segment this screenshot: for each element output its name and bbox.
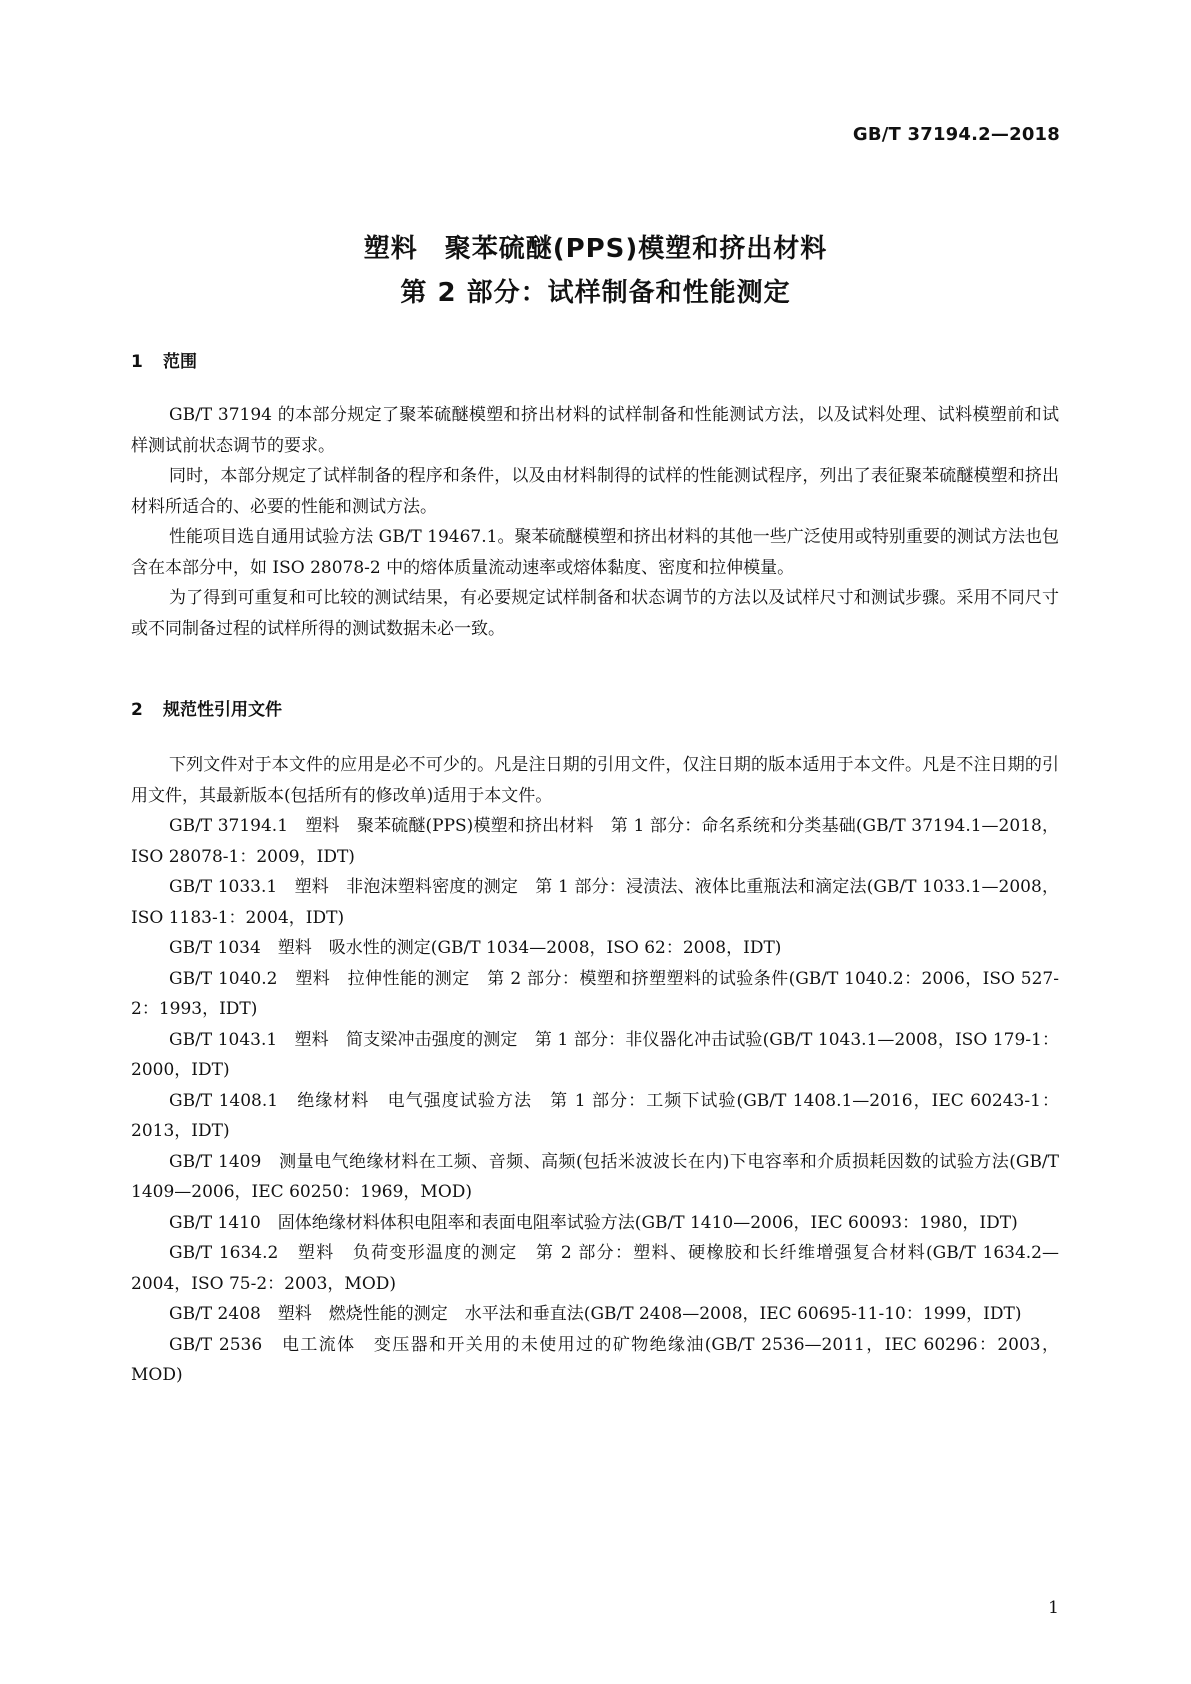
section-title: 范围 (163, 352, 197, 372)
reference-item: GB/T 1408.1 绝缘材料 电气强度试验方法 第 1 部分：工频下试验(GB/T 1408.1—2016，IEC 60243-1：2013，IDT) (131, 1090, 1059, 1141)
document-title: 塑料 聚苯硫醚(PPS)模塑和挤出材料 (363, 234, 828, 264)
section-number: 2 (131, 700, 143, 720)
reference-item: GB/T 2536 电工流体 变压器和开关用的未使用过的矿物绝缘油(GB/T 2536—2011，IEC 60296：2003，MOD) (131, 1334, 1059, 1385)
reference-item: GB/T 37194.1 塑料 聚苯硫醚(PPS)模塑和挤出材料 第 1 部分：命名系统和分类基础(GB/T 37194.1—2018，ISO 28078-1：2009，IDT) (131, 816, 1059, 867)
reference-item: GB/T 1409 测量电气绝缘材料在工频、音频、高频(包括米波波长在内)下电容率和介质损耗因数的试验方法(GB/T 1409—2006，IEC 60250：1969，MOD) (131, 1151, 1059, 1202)
section-number: 1 (131, 352, 143, 372)
paragraph: 性能项目选自通用试验方法 GB/T 19467.1。聚苯硫醚模塑和挤出材料的其他一些广泛使用或特别重要的测试方法也包含在本部分中，如 ISO 28078-2 中的熔体质量流动速率或熔体黏度、密度和拉伸模量。 (131, 527, 1059, 578)
reference-item: GB/T 1040.2 塑料 拉伸性能的测定 第 2 部分：模塑和挤塑塑料的试验条件(GB/T 1040.2：2006，ISO 527-2：1993，IDT) (131, 968, 1059, 1019)
reference-item: GB/T 2408 塑料 燃烧性能的测定 水平法和垂直法(GB/T 2408—2008，IEC 60695-11-10：1999，IDT) (169, 1304, 1022, 1324)
standard-number: GB/T 37194.2—2018 (852, 124, 1060, 145)
reference-list (131, 811, 1059, 1391)
reference-item: GB/T 1034 塑料 吸水性的测定(GB/T 1034—2008，ISO 62：2008，IDT) (169, 938, 782, 958)
paragraph: 同时，本部分规定了试样制备的程序和条件，以及由材料制得的试样的性能测试程序，列出了表征聚苯硫醚模塑和挤出材料所适合的、必要的性能和测试方法。 (131, 466, 1059, 517)
paragraph: GB/T 37194 的本部分规定了聚苯硫醚模塑和挤出材料的试样制备和性能测试方法，以及试料处理、试料模塑前和试样测试前状态调节的要求。 (131, 405, 1059, 456)
section-title: 规范性引用文件 (163, 700, 282, 720)
section-1-heading (131, 347, 197, 372)
section-1-body (131, 400, 1059, 644)
section-2-heading (131, 695, 282, 720)
section-2-intro (131, 750, 1059, 811)
paragraph: 为了得到可重复和可比较的测试结果，有必要规定试样制备和状态调节的方法以及试样尺寸和测试步骤。采用不同尺寸或不同制备过程的试样所得的测试数据未必一致。 (131, 588, 1059, 639)
reference-item: GB/T 1634.2 塑料 负荷变形温度的测定 第 2 部分：塑料、硬橡胶和长纤维增强复合材料(GB/T 1634.2—2004，ISO 75-2：2003，MOD) (131, 1243, 1059, 1294)
reference-item: GB/T 1043.1 塑料 简支梁冲击强度的测定 第 1 部分：非仪器化冲击试验(GB/T 1043.1—2008，ISO 179-1：2000，IDT) (131, 1029, 1059, 1080)
reference-item: GB/T 1410 固体绝缘材料体积电阻率和表面电阻率试验方法(GB/T 1410—2006，IEC 60093：1980，IDT) (169, 1212, 1018, 1233)
reference-item: GB/T 1033.1 塑料 非泡沫塑料密度的测定 第 1 部分：浸渍法、液体比重瓶法和滴定法(GB/T 1033.1—2008，ISO 1183-1：2004，IDT) (131, 877, 1059, 928)
document-subtitle: 第 2 部分：试样制备和性能测定 (400, 278, 791, 308)
page-number: 1 (1048, 1598, 1059, 1618)
paragraph: 下列文件对于本文件的应用是必不可少的。凡是注日期的引用文件，仅注日期的版本适用于本文件。凡是不注日期的引用文件，其最新版本(包括所有的修改单)适用于本文件。 (131, 755, 1059, 806)
